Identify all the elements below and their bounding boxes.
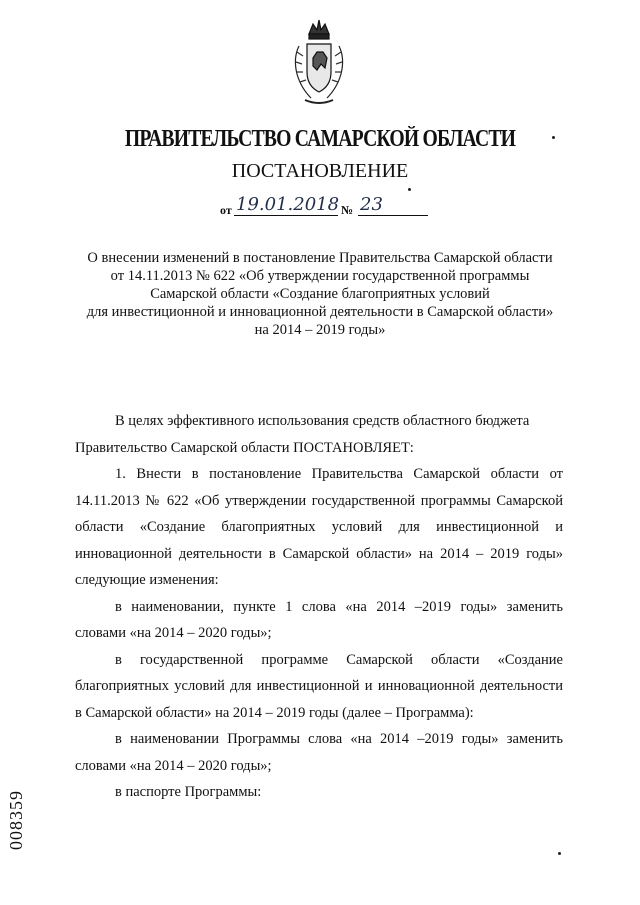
body-paragraph: Правительство Самарской области ПОСТАНОВЛЯЕТ: [75, 439, 414, 456]
document-body [75, 408, 563, 806]
handwritten-number: 23 [360, 194, 383, 215]
body-paragraph: 1. Внести в постановление Правительства Самарской области от 14.11.2013 № 622 «Об утверждении государственной программы Самарской области «Создание благоприятных условий для инвестиционной и инновационной деятельности в Самарской области» на 2014 – 2019 годы» следующие изменения: [75, 466, 563, 588]
scan-speck [558, 852, 561, 855]
scan-speck [408, 188, 411, 191]
subject-line: О внесении изменений в постановление Правительства Самарской области [87, 250, 553, 266]
subject-line: на 2014 – 2019 годы» [254, 322, 386, 338]
body-paragraph: в наименовании, пункте 1 слова «на 2014 –2019 годы» заменить словами «на 2014 – 2020 годы»; [75, 598, 563, 641]
date-number-line [220, 194, 430, 218]
body-paragraph: В целях эффективного использования средств областного бюджета [115, 413, 530, 429]
organization-title: ПРАВИТЕЛЬСТВО САМАРСКОЙ ОБЛАСТИ [124, 126, 516, 152]
body-paragraph: в паспорте Программы: [115, 784, 262, 800]
handwritten-date: 19.01.2018 [236, 194, 340, 215]
subject-line: для инвестиционной и инновационной деятельности в Самарской области» [86, 304, 554, 320]
body-paragraph: в государственной программе Самарской области «Создание благоприятных условий для инвестиционной и инновационной деятельности в Самарской области» на 2014 – 2019 годы (далее – Программа): [75, 651, 563, 721]
body-paragraph: в наименовании Программы слова «на 2014 –2019 годы» заменить словами «на 2014 – 2020 годы»; [75, 731, 563, 774]
document-subject [60, 249, 580, 339]
coat-of-arms-icon [287, 14, 351, 110]
document-type: ПОСТАНОВЛЕНИЕ [231, 160, 409, 182]
date-underline [234, 215, 338, 216]
margin-serial-number: 008359 [6, 790, 26, 850]
scan-speck [552, 136, 555, 139]
date-prefix: от [220, 203, 232, 217]
number-underline [358, 215, 428, 216]
subject-line: Самарской области «Создание благоприятных условий [150, 286, 490, 302]
number-prefix: № [341, 203, 354, 217]
subject-line: от 14.11.2013 № 622 «Об утверждении государственной программы [110, 268, 530, 284]
